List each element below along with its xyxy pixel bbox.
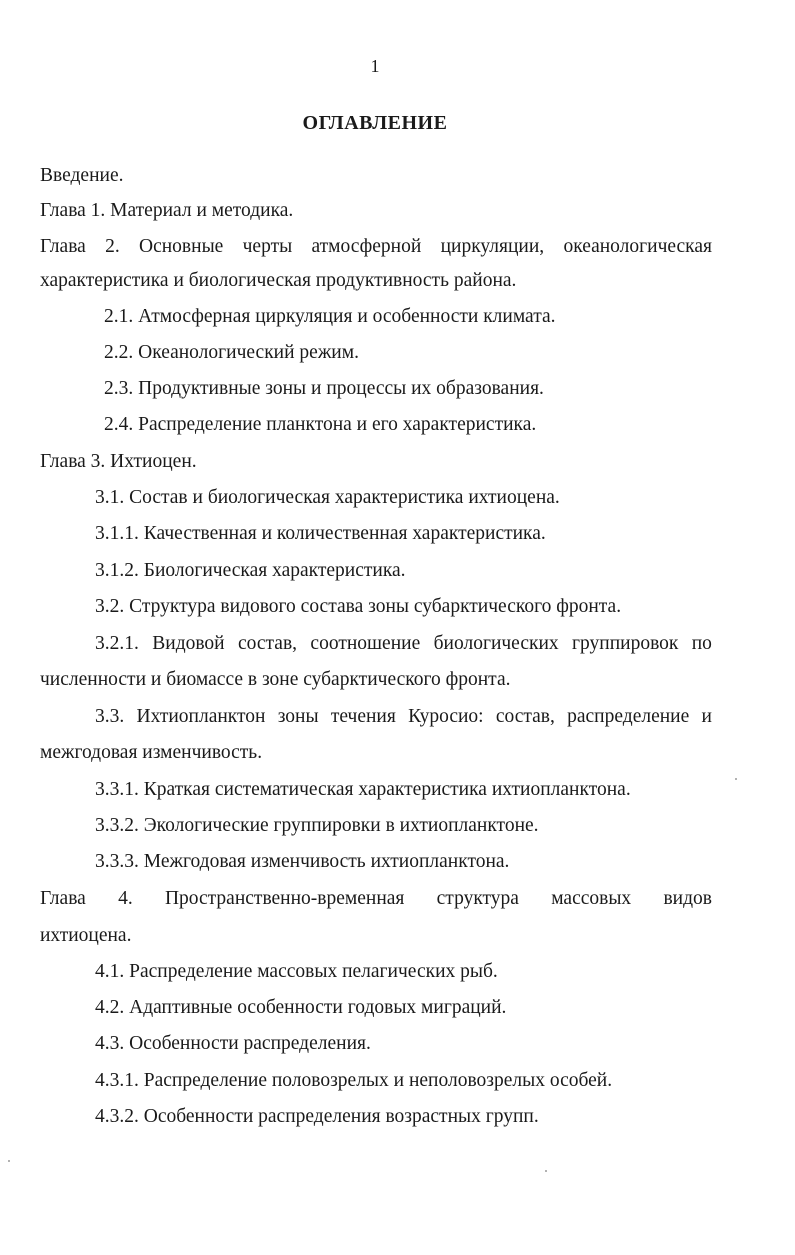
word: 4.	[118, 888, 133, 909]
word: Ихтиопланктон	[136, 706, 266, 727]
toc-section-3-3-line-1	[95, 707, 712, 727]
toc-section-2-3: 2.3. Продуктивные зоны и процессы их образования.	[104, 378, 544, 399]
word: биологических	[433, 633, 559, 654]
word: Глава	[40, 888, 86, 909]
word: Пространственно-временная	[164, 888, 405, 909]
toc-section-3-1-2: 3.1.2. Биологическая характеристика.	[95, 560, 406, 581]
toc-section-2-4: 2.4. Распределение планктона и его характеристика.	[104, 414, 537, 435]
word: соотношение	[310, 633, 421, 654]
word: 3.3.	[95, 706, 125, 727]
word: зоны	[277, 706, 319, 727]
word: видов	[663, 888, 712, 909]
toc-chapter-4-line-2: ихтиоцена.	[40, 925, 132, 946]
toc-section-3-2-1-line-2: численности и биомассе в зоне субарктического фронта.	[40, 669, 511, 690]
word: 3.2.1.	[95, 633, 139, 654]
toc-section-4-1: 4.1. Распределение массовых пелагических рыб.	[95, 961, 498, 982]
word: Основные	[139, 236, 224, 257]
toc-section-2-2: 2.2. Океанологический режим.	[104, 342, 359, 363]
toc-chapter-2-line-1	[40, 237, 712, 257]
word: распределение	[567, 706, 690, 727]
page-title: ОГЛАВЛЕНИЕ	[302, 112, 448, 134]
word: по	[691, 633, 712, 654]
toc-section-2-1: 2.1. Атмосферная циркуляция и особенности климата.	[104, 306, 556, 327]
toc-section-3-3-3: 3.3.3. Межгодовая изменчивость ихтиопланктона.	[95, 851, 510, 872]
word: Видовой	[152, 633, 225, 654]
toc-chapter-2-line-2: характеристика и биологическая продуктивность района.	[40, 270, 517, 291]
toc-section-3-1-1: 3.1.1. Качественная и количественная характеристика.	[95, 523, 546, 544]
toc-chapter-1: Глава 1. Материал и методика.	[40, 200, 294, 221]
toc-section-4-3: 4.3. Особенности распределения.	[95, 1033, 371, 1054]
word: черты	[242, 236, 293, 257]
toc-section-3-3-line-2: межгодовая изменчивость.	[40, 742, 263, 763]
toc-section-3-2-1-line-1	[95, 634, 712, 654]
word: массовых	[551, 888, 632, 909]
word: Глава	[40, 236, 86, 257]
word: океанологическая	[563, 236, 712, 257]
word: Куросио:	[408, 706, 484, 727]
toc-section-3-3-1: 3.3.1. Краткая систематическая характеристика ихтиопланктона.	[95, 779, 631, 800]
word: 2.	[105, 236, 120, 257]
word: течения	[330, 706, 396, 727]
toc-section-3-1: 3.1. Состав и биологическая характеристика ихтиоцена.	[95, 487, 560, 508]
scan-speck	[735, 778, 737, 780]
word: состав,	[495, 706, 555, 727]
scan-speck	[8, 1160, 10, 1162]
toc-intro: Введение.	[40, 165, 124, 186]
toc-section-4-3-2: 4.3.2. Особенности распределения возрастных групп.	[95, 1106, 539, 1127]
word: циркуляции,	[440, 236, 545, 257]
scan-speck	[545, 1170, 547, 1172]
toc-section-4-2: 4.2. Адаптивные особенности годовых миграций.	[95, 997, 507, 1018]
toc-chapter-3: Глава 3. Ихтиоцен.	[40, 451, 197, 472]
word: и	[701, 706, 712, 727]
page-number: 1	[370, 56, 380, 76]
word: атмосферной	[311, 236, 422, 257]
toc-chapter-4-line-1	[40, 889, 712, 909]
word: состав,	[238, 633, 298, 654]
toc-section-4-3-1: 4.3.1. Распределение половозрелых и неполовозрелых особей.	[95, 1070, 613, 1091]
toc-section-3-2: 3.2. Структура видового состава зоны субарктического фронта.	[95, 596, 622, 617]
word: группировок	[572, 633, 679, 654]
toc-section-3-3-2: 3.3.2. Экологические группировки в ихтиопланктоне.	[95, 815, 539, 836]
word: структура	[436, 888, 519, 909]
